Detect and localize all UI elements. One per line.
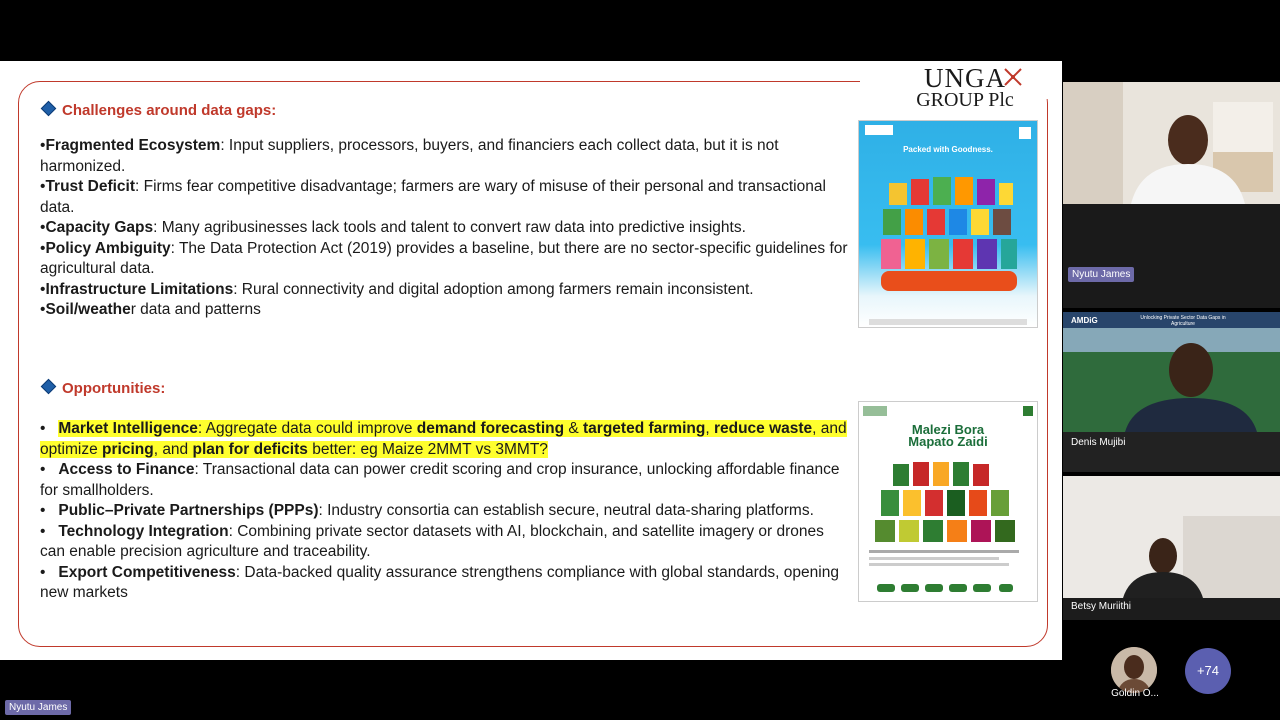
list-item: • Access to Finance: Transactional data can power credit scoring and crop insurance, unlocking affordable finance for smallholders. — [40, 461, 840, 499]
list-item: •Soil/weather data and patterns — [40, 301, 261, 318]
list-item: • Export Competitiveness: Data-backed quality assurance strengthens compliance with global standards, opening new markets — [40, 563, 839, 601]
list-item: •Fragmented Ecosystem: Input suppliers, processors, buyers, and financiers each collect data, but it is not harmonized. — [40, 137, 779, 175]
avatar — [1111, 647, 1157, 693]
active-speaker-label: Nyutu James — [5, 700, 71, 715]
opportunities-list — [40, 419, 850, 604]
product-flyer-image-2 — [858, 401, 1038, 602]
list-item: •Infrastructure Limitations: Rural connectivity and digital adoption among farmers remain inconsistent. — [40, 280, 754, 298]
product-display-graphic — [859, 121, 1037, 327]
unga-group-logo: UNGA GROUP Plc — [905, 67, 1025, 111]
presentation-slide — [0, 61, 1062, 660]
challenges-heading: Challenges around data gaps: — [40, 102, 276, 119]
participant-tile-betsy-muriithi[interactable] — [1063, 476, 1280, 620]
list-item: •Trust Deficit: Firms fear competitive disadvantage; farmers are wary of misuse of their personal and transactional data. — [40, 178, 826, 216]
video-feed-nyutu-james — [1063, 82, 1280, 204]
list-item: • Public–Private Partnerships (PPPs): Industry consortia can establish secure, neutral data-sharing platforms. — [40, 502, 814, 519]
diamond-bullet-icon — [41, 379, 57, 395]
participant-name-label: Nyutu James — [1068, 267, 1134, 282]
opportunities-heading: Opportunities: — [40, 380, 165, 397]
avatar-photo — [1111, 647, 1157, 693]
participant-tile-denis-mujibi[interactable] — [1063, 312, 1280, 472]
video-feed-betsy-muriithi — [1063, 476, 1280, 598]
event-banner-title: Unlocking Private Sector Data Gaps in Agriculture — [1140, 315, 1226, 327]
video-feed-denis-mujibi — [1063, 312, 1280, 432]
challenges-list — [40, 136, 850, 321]
product-flyer-image-1: Packed with Goodness. — [858, 120, 1038, 328]
more-participants-button[interactable]: +74 — [1185, 648, 1231, 694]
windmill-icon — [1003, 67, 1023, 87]
list-item: •Capacity Gaps: Many agribusinesses lack tools and talent to convert raw data into predictive insights. — [40, 219, 746, 236]
list-item: • Technology Integration: Combining private sector datasets with AI, blockchain, and satellite imagery or drones can enable precision agriculture and traceability. — [40, 522, 824, 560]
participant-goldin[interactable] — [1108, 647, 1162, 703]
participant-name-label: Denis Mujibi — [1071, 437, 1126, 448]
event-banner-logo: AMDiG — [1071, 316, 1098, 325]
participant-name-label: Goldin O... — [1111, 688, 1159, 699]
participant-tile-nyutu-james[interactable] — [1063, 82, 1280, 308]
list-item-market-intelligence: • Market Intelligence: Aggregate data could improve demand forecasting & targeted farming, reduce waste, and optimize pricing, and plan for deficits better: eg Maize 2MMT vs 3MMT? — [40, 420, 847, 458]
product-range-graphic — [859, 402, 1037, 601]
flyer-title: Malezi Bora Mapato Zaidi — [908, 422, 988, 449]
participant-name-label: Betsy Muriithi — [1071, 601, 1132, 612]
list-item: •Policy Ambiguity: The Data Protection Act (2019) provides a baseline, but there are no sector-specific guidelines for agricultural data. — [40, 239, 848, 277]
diamond-bullet-icon — [41, 101, 57, 117]
